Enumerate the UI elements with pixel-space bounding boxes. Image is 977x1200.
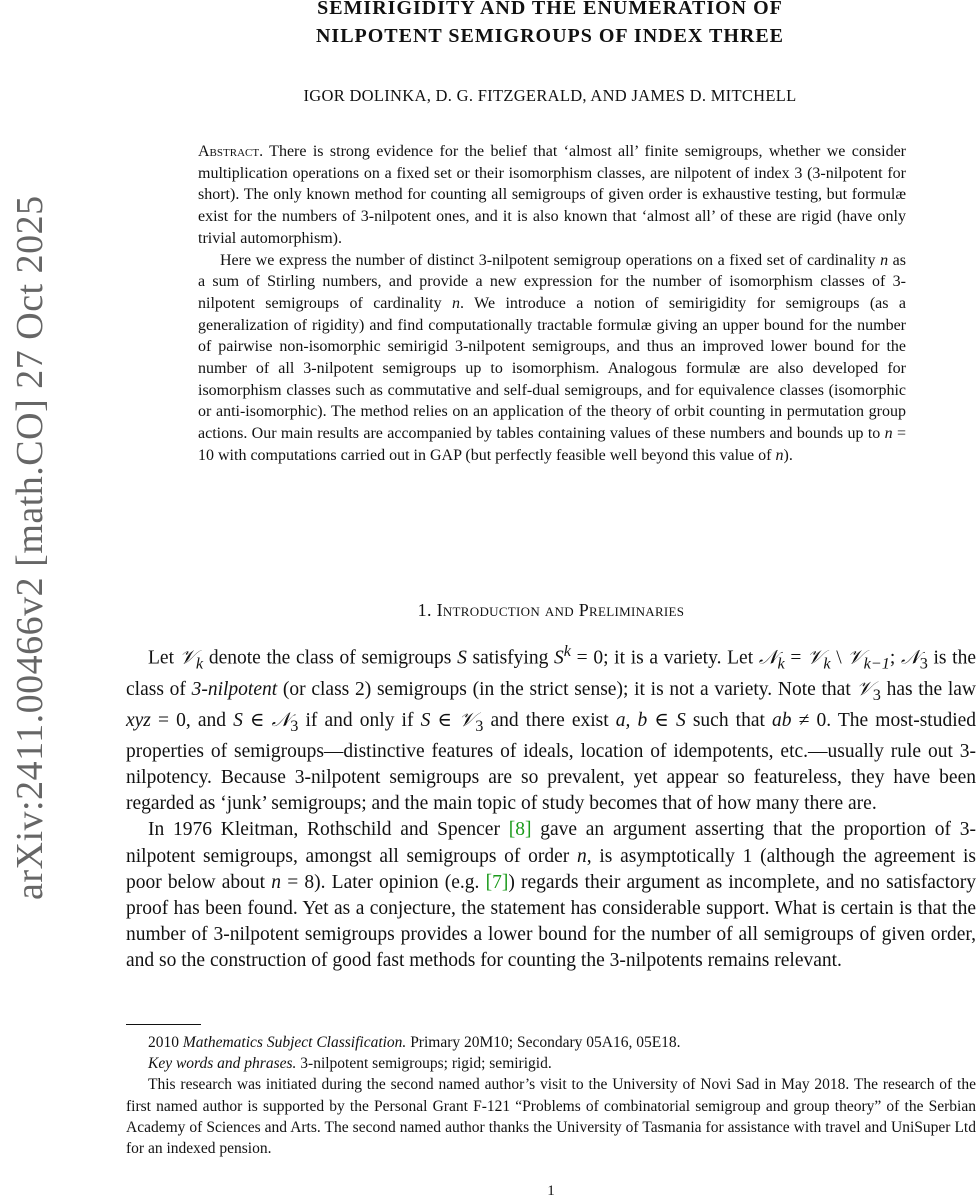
intro-paragraph-1: Let 𝒱$_k$ denote the class of semigroups S satisfying $S^k = 0$; it is a variety. Let 𝒩$_k$ = 𝒱$_k$ \ 𝒱$_{k-1}$; 𝒩$_3$ is the class of 3-nilpotent (or class 2) semigroups (in the strict sense); it is not a variety. Note that 𝒱$_3$ has the law xyz = 0, and S ∈ 𝒩$_3$ if and only if S ∈ 𝒱$_3$ and there exist a, b ∈ S such that ab ≠ 0. The most-studied properties of semigroups—distinctive features of ideals, location of idempotents, etc.—usually rule out 3-nilpotency. Because 3-nilpotent semigroups are so prevalent, yet appear so featureless, they have been regarded as ‘junk’ semigroups; and the main topic of study becomes that of how many there are. (126, 642, 977, 815)
title-line-1: SEMIRIGIDITY AND THE ENUMERATION OF (317, 0, 783, 19)
arxiv-identifier-stamp: arXiv:2411.00466v2 [math.CO] 27 Oct 2025 (9, 195, 51, 900)
citation-link-8[interactable]: [8] (508, 819, 532, 841)
footnote-msc: 2010 Mathematics Subject Classification. Primary 20M10; Secondary 05A16, 05E18. (148, 1034, 681, 1051)
abstract-label: Abstract. (198, 143, 264, 160)
footnote-rule (126, 1024, 201, 1025)
abstract (198, 141, 906, 467)
introduction-body (126, 638, 976, 975)
title-line-2: NILPOTENT SEMIGROUPS OF INDEX THREE (315, 25, 785, 47)
page-number: 1 (547, 1183, 555, 1199)
footnotes (126, 1032, 976, 1159)
section-number: 1. (417, 600, 432, 620)
section-title: Introduction and Preliminaries (436, 600, 685, 620)
author-list: IGOR DOLINKA, D. G. FITZGERALD, AND JAMES D. MITCHELL (303, 86, 797, 105)
intro-paragraph-2: In 1976 Kleitman, Rothschild and Spencer [8] gave an argument asserting that the proportion of 3-nilpotent semigroups, amongst all semigroups of order n, is asymptotically 1 (although the agreement is poor below about n = 8). Later opinion (e.g. [7]) regards their argument as incomplete, and no satisfactory proof has been found. Yet as a conjecture, the statement has considerable support. What is certain is that the number of 3-nilpotent semigroups provides a lower bound for the number of all semigroups of given order, and so the construction of good fast methods for counting the 3-nilpotents remains relevant. (126, 819, 976, 972)
abstract-paragraph-1 (198, 141, 906, 250)
paper-title (150, 0, 950, 50)
abstract-paragraph-2: Here we express the number of distinct 3-nilpotent semigroup operations on a fixed set of cardinality n as a sum of Stirling numbers, and provide a new expression for the number of isomorphism classes of 3-nilpotent semigroups of cardinality n. We introduce a notion of semirigidity for semigroups (as a generalization of rigidity) and find computationally tractable formulæ giving an upper bound for the number of pairwise non-isomorphic semirigid 3-nilpotent semigroups, and thus an improved lower bound for the number of all 3-nilpotent semigroups up to isomorphism. Analogous formulæ are also developed for isomorphism classes such as commutative and self-dual semigroups, and for equivalence classes (isomorphic or anti-isomorphic). The method relies on an application of the theory of orbit counting in permutation group actions. Our main results are accompanied by tables containing values of these numbers and bounds up to n = 10 with computations carried out in GAP (but perfectly feasible well beyond this value of n). (198, 251, 907, 464)
section-heading (126, 600, 976, 621)
footnote-funding: This research was initiated during the second named author’s visit to the University of Novi Sad in May 2018. The research of the first named author is supported by the Personal Grant F-121 “Problems of combinatorial semigroup and group theory” of the Serbian Academy of Sciences and Arts. The second named author thanks the University of Tasmania for assistance with travel and UniSuper Ltd for an indexed pension. (126, 1076, 976, 1158)
footnote-keywords: Key words and phrases. 3-nilpotent semigroups; rigid; semirigid. (148, 1055, 552, 1073)
citation-link-7[interactable]: [7] (485, 871, 509, 893)
abstract-text-1: There is strong evidence for the belief that ‘almost all’ finite semigroups, whether we consider multiplication operations on a fixed set or their isomorphism classes, are nilpotent of index 3 (3-nilpotent for short). The only known method for counting all semigroups of given order is exhaustive testing, but formulæ exist for the numbers of 3-nilpotent ones, and it is also known that ‘almost all’ of these are rigid (have only trivial automorphism). (198, 143, 906, 247)
